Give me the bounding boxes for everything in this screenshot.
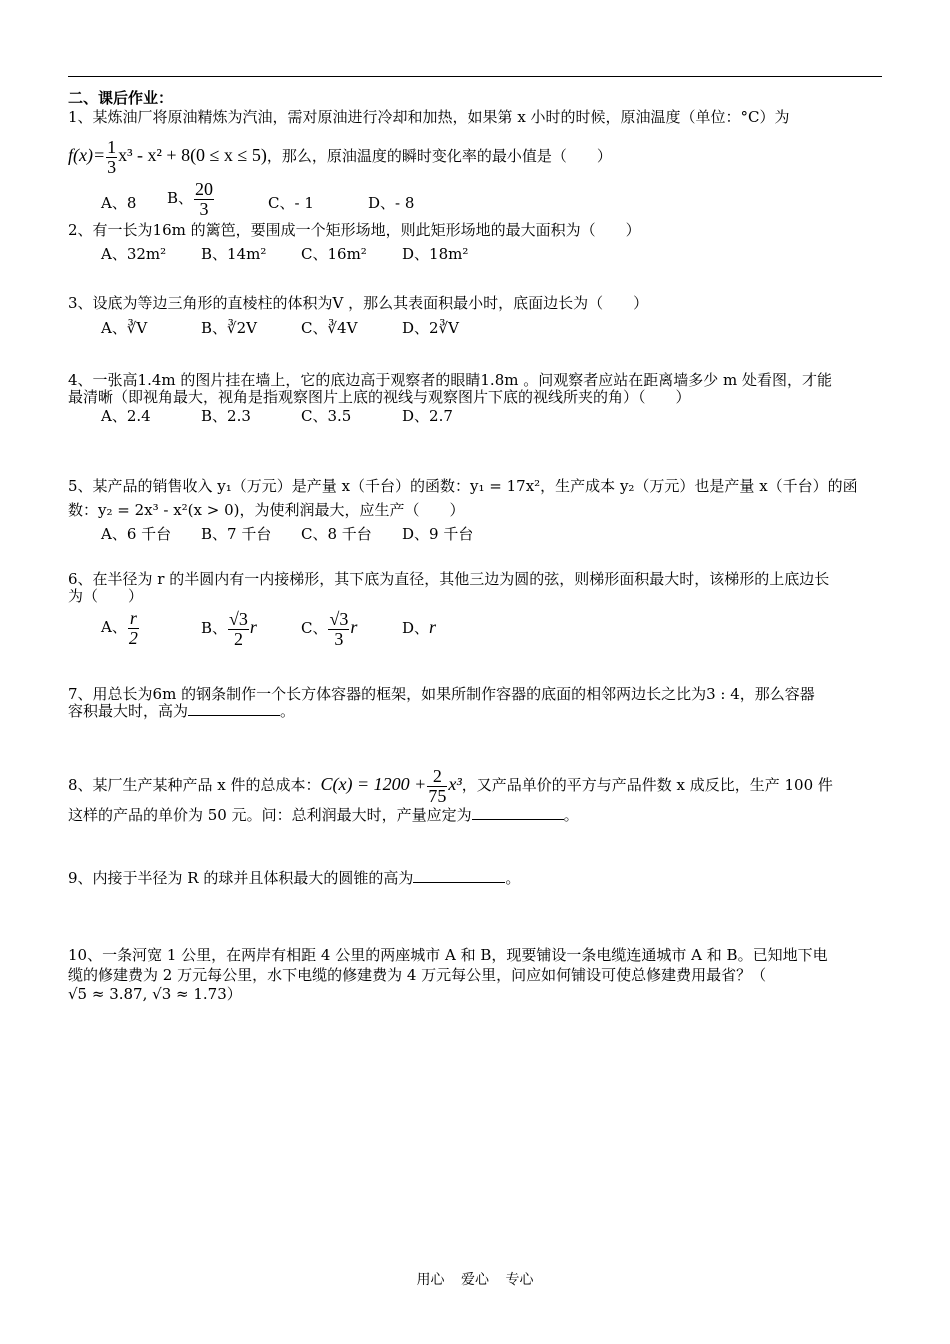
question-4-line-2: 最清晰（即视角最大，视角是指观察图片上底的视线与观察图片下底的视线所夹的角）（ ） — [68, 388, 691, 406]
top-rule — [68, 76, 882, 77]
question-10-line-3: √5 ≈ 3.87, √3 ≈ 1.73） — [68, 985, 242, 1003]
q4-option-b: B、2.3 — [201, 407, 251, 425]
footer-word-2: 爱心 — [461, 1272, 489, 1288]
q6-option-c-num: √3 — [329, 608, 349, 629]
q6-option-b-fraction — [228, 610, 249, 649]
question-7-line-2 — [68, 701, 295, 721]
q9-text: 9、内接于半径为 R 的球并且体积最大的圆锥的高为 — [68, 869, 414, 887]
q6-option-d-r: r — [429, 617, 437, 637]
q1-formula-rest: x³ - x² + 8(0 ≤ x ≤ 5) — [118, 145, 267, 165]
question-8-line-1 — [68, 762, 833, 806]
q8-frac-num: 2 — [427, 767, 447, 787]
q9-answer-blank[interactable] — [413, 868, 505, 883]
q5-option-b: B、7 千台 — [201, 525, 272, 543]
footer-word-1: 用心 — [416, 1272, 445, 1288]
q8-line-2-text: 这样的产品的单价为 50 元。问：总利润最大时，产量应定为 — [68, 806, 472, 824]
q6-option-b-label: B、 — [201, 619, 228, 637]
q1-option-d: D、- 8 — [368, 194, 415, 212]
q1-frac-den: 3 — [107, 156, 117, 177]
q5-option-a: A、6 千台 — [101, 525, 172, 543]
q2-option-d: D、18m² — [402, 245, 469, 263]
q1-option-c: C、- 1 — [268, 194, 314, 212]
q6-option-d-label: D、 — [402, 619, 430, 637]
page-footer — [0, 1269, 950, 1289]
q1-formula-prefix: f(x)= — [68, 145, 106, 165]
q8-formula-rest: x³ — [448, 774, 462, 794]
q6-option-a-den: 2 — [128, 627, 138, 648]
question-5-line-2: 数：y₂ = 2x³ - x²(x > 0)，为使利润最大，应生产（ ） — [68, 501, 465, 519]
q1-option-a: A、8 — [101, 194, 137, 212]
q6-option-b — [201, 604, 257, 650]
q6-option-c-r: r — [350, 617, 358, 637]
q3-option-d: D、2∛V — [402, 319, 459, 337]
q7-end: 。 — [280, 702, 296, 720]
q2-option-c: C、16m² — [301, 245, 367, 263]
section-heading: 二、课后作业： — [68, 89, 174, 107]
q8-answer-blank[interactable] — [472, 805, 564, 820]
question-6-line-1: 6、在半径为 r 的半圆内有一内接梯形，其下底为直径，其他三边为圆的弦，则梯形面积最大时，该梯形的上底边长 — [68, 570, 830, 588]
footer-word-3: 专心 — [505, 1272, 534, 1288]
question-10-line-1: 10、一条河宽 1 公里，在两岸有相距 4 公里的两座城市 A 和 B，现要铺设一条电缆连通城市 A 和 B。已知地下电 — [68, 946, 828, 964]
question-5-line-1: 5、某产品的销售收入 y₁（万元）是产量 x（千台）的函数：y₁ = 17x²，生产成本 y₂（万元）也是产量 x（千台）的函 — [68, 477, 858, 495]
q6-option-b-den: 2 — [233, 628, 243, 649]
q1-option-b — [167, 176, 215, 220]
q8-end: 。 — [563, 806, 579, 824]
q4-option-d: D、2.7 — [402, 407, 453, 425]
q1-option-b-fraction — [194, 180, 214, 219]
q5-option-d: D、9 千台 — [402, 525, 474, 543]
q6-option-a — [101, 604, 140, 650]
question-9-line-1 — [68, 868, 520, 888]
question-1-line-1: 1、某炼油厂将原油精炼为汽油，需对原油进行冷却和加热，如果第 x 小时的时候，原油温度（单位：°C）为 — [68, 108, 790, 126]
q4-option-a: A、2.4 — [101, 407, 151, 425]
q7-line-2-text: 容积最大时，高为 — [68, 702, 189, 720]
question-4-line-1: 4、一张高1.4m 的图片挂在墙上，它的底边高于观察者的眼睛1.8m 。问观察者应站在距离墙多少 m 处看图，才能 — [68, 371, 833, 389]
q8-formula-prefix: C(x) = 1200 + — [320, 774, 427, 794]
q6-option-a-label: A、 — [101, 618, 127, 636]
q6-option-b-num: √3 — [229, 608, 248, 629]
q8-fraction — [427, 767, 447, 806]
q8-start: 8、某厂生产某种产品 x 件的总成本： — [68, 776, 321, 794]
q2-option-b: B、14m² — [201, 245, 267, 263]
q6-option-b-r: r — [249, 617, 257, 637]
q6-option-c-den: 3 — [334, 628, 344, 649]
q6-option-c-label: C、 — [301, 619, 328, 637]
q3-option-a: A、∛V — [101, 319, 148, 337]
question-8-line-2 — [68, 805, 579, 825]
q5-option-c: C、8 千台 — [301, 525, 372, 543]
q1-option-b-num: 20 — [195, 178, 214, 199]
question-1-formula-line — [68, 133, 612, 177]
q9-end: 。 — [505, 869, 521, 887]
q6-option-a-fraction — [128, 609, 139, 648]
q2-option-a: A、32m² — [101, 245, 167, 263]
q4-option-c: C、3.5 — [301, 407, 352, 425]
q1-tail: ，那么，原油温度的瞬时变化率的最小值是（ ） — [266, 147, 612, 165]
q1-frac-num: 1 — [107, 136, 117, 157]
q1-option-b-label: B、 — [167, 189, 194, 207]
q8-frac-den: 75 — [428, 785, 447, 806]
q1-option-b-den: 3 — [199, 198, 209, 219]
q7-answer-blank[interactable] — [188, 701, 280, 716]
question-3-line-1: 3、设底为等边三角形的直棱柱的体积为V ，那么其表面积最小时，底面边长为（ ） — [68, 294, 649, 312]
q1-fraction — [106, 138, 117, 177]
question-2-line-1: 2、有一长为16m 的篱笆，要围成一个矩形场地，则此矩形场地的最大面积为（ ） — [68, 221, 641, 239]
q3-option-b: B、∛2V — [201, 319, 257, 337]
q6-option-a-num: r — [129, 607, 137, 628]
q3-option-c: C、∛4V — [301, 319, 358, 337]
q6-option-c-fraction — [328, 610, 349, 649]
question-7-line-1: 7、用总长为6m 的钢条制作一个长方体容器的框架，如果所制作容器的底面的相邻两边长之比为3 : 4，那么容器 — [68, 685, 815, 703]
question-6-line-2: 为（ ） — [68, 587, 144, 605]
question-10-line-2: 缆的修建费为 2 万元每公里，水下电缆的修建费为 4 万元每公里，问应如何铺设可使总修建费用最省？（ — [68, 966, 767, 984]
q6-option-c — [301, 604, 357, 650]
q6-option-d — [402, 617, 436, 638]
q8-tail: ，又产品单价的平方与产品件数 x 成反比，生产 100 件 — [461, 776, 833, 794]
